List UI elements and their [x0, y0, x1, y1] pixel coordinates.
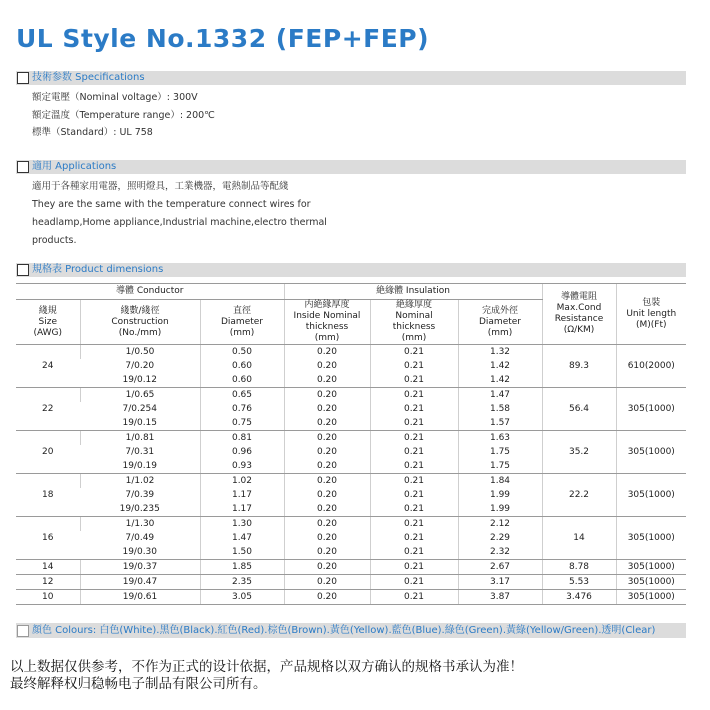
cell-unit-length: 305(1000) — [616, 474, 686, 517]
table-row — [16, 431, 686, 446]
cell-outer-diameter: 2.29 — [458, 531, 542, 545]
cell-outer-diameter: 1.32 — [458, 345, 542, 360]
cell-diameter: 1.17 — [200, 502, 284, 517]
table-row — [16, 560, 686, 575]
cell-outer-diameter: 1.47 — [458, 388, 542, 403]
cell-inside-thickness: 0.20 — [284, 560, 370, 575]
cell-unit-length: 305(1000) — [616, 590, 686, 605]
cell-diameter: 1.17 — [200, 488, 284, 502]
cell-nominal-thickness: 0.21 — [370, 560, 458, 575]
cell-outer-diameter: 1.42 — [458, 373, 542, 388]
section-dimensions-header — [16, 263, 686, 277]
cell-outer-diameter: 1.99 — [458, 488, 542, 502]
cell-resistance: 3.476 — [542, 590, 616, 605]
section-applications-label: 適用 Applications — [32, 161, 117, 172]
cell-size: 12 — [16, 575, 80, 590]
section-specifications-label: 技術参数 Specifications — [32, 72, 145, 83]
header-conductor: 導體 Conductor — [16, 284, 284, 300]
cell-nominal-thickness: 0.21 — [370, 517, 458, 532]
cell-inside-thickness: 0.20 — [284, 359, 370, 373]
header-size: 綫規 Size (AWG) — [16, 300, 80, 345]
cell-outer-diameter: 1.84 — [458, 474, 542, 489]
cell-inside-thickness: 0.20 — [284, 531, 370, 545]
header-inside-thickness: 内絶緣厚度 Inside Nominal thickness (mm) — [284, 300, 370, 345]
cell-size: 10 — [16, 590, 80, 605]
cell-inside-thickness: 0.20 — [284, 502, 370, 517]
cell-nominal-thickness: 0.21 — [370, 488, 458, 502]
cell-diameter: 1.50 — [200, 545, 284, 560]
cell-resistance: 5.53 — [542, 575, 616, 590]
product-dimensions-table — [16, 284, 686, 605]
header-unit-length: 包裝 Unit length (M)(Ft) — [616, 284, 686, 345]
cell-resistance: 89.3 — [542, 345, 616, 388]
header-insulation: 絶緣體 Insulation — [284, 284, 542, 300]
cell-nominal-thickness: 0.21 — [370, 575, 458, 590]
cell-diameter: 3.05 — [200, 590, 284, 605]
page-title: UL Style No.1332 (FEP+FEP) — [16, 24, 430, 53]
cell-nominal-thickness: 0.21 — [370, 459, 458, 474]
cell-size: 18 — [16, 474, 80, 517]
cell-construction: 7/0.31 — [125, 447, 155, 457]
cell-nominal-thickness: 0.21 — [370, 373, 458, 388]
cell-diameter: 0.65 — [200, 388, 284, 403]
cell-construction: 1/0.50 — [80, 345, 200, 360]
cell-unit-length: 610(2000) — [616, 345, 686, 388]
applications-text-cn: 適用于各種家用電器，照明燈具，工業機器，電熱制品等配綫 — [32, 181, 289, 192]
cell-inside-thickness: 0.20 — [284, 416, 370, 431]
cell-nominal-thickness: 0.21 — [370, 431, 458, 446]
cell-construction: 7/0.39 — [125, 490, 155, 500]
cell-construction: 1/1.30 — [80, 517, 200, 532]
cell-diameter: 0.60 — [200, 359, 284, 373]
table-row — [16, 388, 686, 403]
cell-size: 22 — [16, 388, 80, 431]
header-diameter: 直徑 Diameter (mm) — [200, 300, 284, 345]
cell-inside-thickness: 0.20 — [284, 388, 370, 403]
cell-construction: 19/0.37 — [80, 560, 200, 575]
cell-diameter: 0.93 — [200, 459, 284, 474]
cell-outer-diameter: 1.75 — [458, 445, 542, 459]
cell-construction: 19/0.19 — [80, 459, 200, 474]
header-resistance: 導體電阻 Max.Cond Resistance (Ω/KM) — [542, 284, 616, 345]
cell-nominal-thickness: 0.21 — [370, 416, 458, 431]
cell-resistance: 14 — [542, 517, 616, 560]
cell-outer-diameter: 2.12 — [458, 517, 542, 532]
cell-inside-thickness: 0.20 — [284, 373, 370, 388]
table-row — [16, 474, 686, 489]
cell-inside-thickness: 0.20 — [284, 575, 370, 590]
cell-outer-diameter: 1.57 — [458, 416, 542, 431]
cell-nominal-thickness: 0.21 — [370, 402, 458, 416]
cell-construction: 19/0.15 — [80, 416, 200, 431]
header-construction: 綫數/綫徑 Construction (No./mm) — [80, 300, 200, 345]
header-nominal-thickness: 絶緣厚度 Nominal thickness (mm) — [370, 300, 458, 345]
cell-nominal-thickness: 0.21 — [370, 388, 458, 403]
cell-outer-diameter: 1.42 — [458, 359, 542, 373]
cell-unit-length: 305(1000) — [616, 388, 686, 431]
cell-diameter: 1.85 — [200, 560, 284, 575]
cell-unit-length: 305(1000) — [616, 517, 686, 560]
cell-size: 24 — [16, 345, 80, 388]
section-applications-header — [16, 160, 686, 174]
cell-nominal-thickness: 0.21 — [370, 345, 458, 360]
cell-diameter: 1.30 — [200, 517, 284, 532]
cell-size: 14 — [16, 560, 80, 575]
cell-inside-thickness: 0.20 — [284, 402, 370, 416]
cell-construction: 19/0.47 — [80, 575, 200, 590]
colours-value: 白色(White).黑色(Black).紅色(Red).棕色(Brown).黃色(Yellow).藍色(Blue).綠色(Green).黃綠(Yellow/Green).透明(Clear) — [99, 625, 656, 636]
cell-nominal-thickness: 0.21 — [370, 474, 458, 489]
cell-construction: 1/0.65 — [80, 388, 200, 403]
table-body — [16, 345, 686, 605]
disclaimer-line-2: 最终解释权归稳畅电子制品有限公司所有。 — [10, 676, 267, 692]
checkbox-icon — [17, 161, 29, 173]
cell-construction: 19/0.30 — [80, 545, 200, 560]
cell-size: 20 — [16, 431, 80, 474]
table-row — [16, 517, 686, 532]
cell-size: 16 — [16, 517, 80, 560]
section-dimensions-label: 規格表 Product dimensions — [32, 264, 164, 275]
cell-diameter: 0.50 — [200, 345, 284, 360]
colours-bar — [16, 623, 686, 638]
cell-inside-thickness: 0.20 — [284, 590, 370, 605]
cell-resistance: 22.2 — [542, 474, 616, 517]
cell-inside-thickness: 0.20 — [284, 545, 370, 560]
cell-nominal-thickness: 0.21 — [370, 359, 458, 373]
cell-inside-thickness: 0.20 — [284, 474, 370, 489]
table-row — [16, 590, 686, 605]
cell-resistance: 35.2 — [542, 431, 616, 474]
spec-voltage: 額定電壓（Nominal voltage）: 300V — [32, 92, 198, 103]
cell-nominal-thickness: 0.21 — [370, 545, 458, 560]
colours-label: 顏色 Colours: — [32, 625, 97, 636]
cell-inside-thickness: 0.20 — [284, 517, 370, 532]
cell-nominal-thickness: 0.21 — [370, 590, 458, 605]
cell-resistance: 56.4 — [542, 388, 616, 431]
applications-text-en-2: headlamp,Home appliance,Industrial machine,electro thermal — [32, 217, 327, 228]
cell-nominal-thickness: 0.21 — [370, 531, 458, 545]
disclaimer-line-1: 以上数据仅供参考，不作为正式的设计依据，产品规格以双方确认的规格书承认为准！ — [10, 659, 523, 675]
table-row — [16, 345, 686, 360]
cell-unit-length: 305(1000) — [616, 560, 686, 575]
cell-inside-thickness: 0.20 — [284, 488, 370, 502]
table-row — [16, 575, 686, 590]
cell-construction: 7/0.49 — [125, 533, 155, 543]
cell-unit-length: 305(1000) — [616, 431, 686, 474]
cell-construction: 19/0.235 — [80, 502, 200, 517]
cell-outer-diameter: 3.87 — [458, 590, 542, 605]
cell-construction: 7/0.254 — [122, 404, 158, 414]
cell-construction: 1/0.81 — [80, 431, 200, 446]
cell-diameter: 1.02 — [200, 474, 284, 489]
cell-diameter: 0.96 — [200, 445, 284, 459]
cell-nominal-thickness: 0.21 — [370, 502, 458, 517]
cell-construction: 19/0.61 — [80, 590, 200, 605]
cell-diameter: 0.81 — [200, 431, 284, 446]
cell-diameter: 2.35 — [200, 575, 284, 590]
section-specifications-header — [16, 71, 686, 85]
cell-inside-thickness: 0.20 — [284, 431, 370, 446]
cell-construction: 1/1.02 — [80, 474, 200, 489]
cell-inside-thickness: 0.20 — [284, 445, 370, 459]
cell-diameter: 0.75 — [200, 416, 284, 431]
spec-standard: 標準（Standard）: UL 758 — [32, 127, 153, 138]
cell-nominal-thickness: 0.21 — [370, 445, 458, 459]
cell-outer-diameter: 1.58 — [458, 402, 542, 416]
cell-inside-thickness: 0.20 — [284, 345, 370, 360]
cell-diameter: 1.47 — [200, 531, 284, 545]
cell-resistance: 8.78 — [542, 560, 616, 575]
checkbox-icon — [17, 72, 29, 84]
checkbox-icon — [17, 625, 29, 637]
cell-construction: 7/0.20 — [125, 361, 155, 371]
applications-text-en-1: They are the same with the temperature connect wires for — [32, 199, 311, 210]
applications-text-en-3: products. — [32, 235, 77, 246]
cell-unit-length: 305(1000) — [616, 575, 686, 590]
spec-temperature: 額定溫度（Temperature range）: 200℃ — [32, 110, 215, 121]
cell-outer-diameter: 3.17 — [458, 575, 542, 590]
cell-outer-diameter: 2.32 — [458, 545, 542, 560]
header-outer-diameter: 完成外徑 Diameter (mm) — [458, 300, 542, 345]
cell-diameter: 0.76 — [200, 402, 284, 416]
cell-outer-diameter: 1.99 — [458, 502, 542, 517]
cell-outer-diameter: 1.75 — [458, 459, 542, 474]
cell-outer-diameter: 1.63 — [458, 431, 542, 446]
cell-outer-diameter: 2.67 — [458, 560, 542, 575]
cell-inside-thickness: 0.20 — [284, 459, 370, 474]
cell-diameter: 0.60 — [200, 373, 284, 388]
cell-construction: 19/0.12 — [80, 373, 200, 388]
checkbox-icon — [17, 264, 29, 276]
